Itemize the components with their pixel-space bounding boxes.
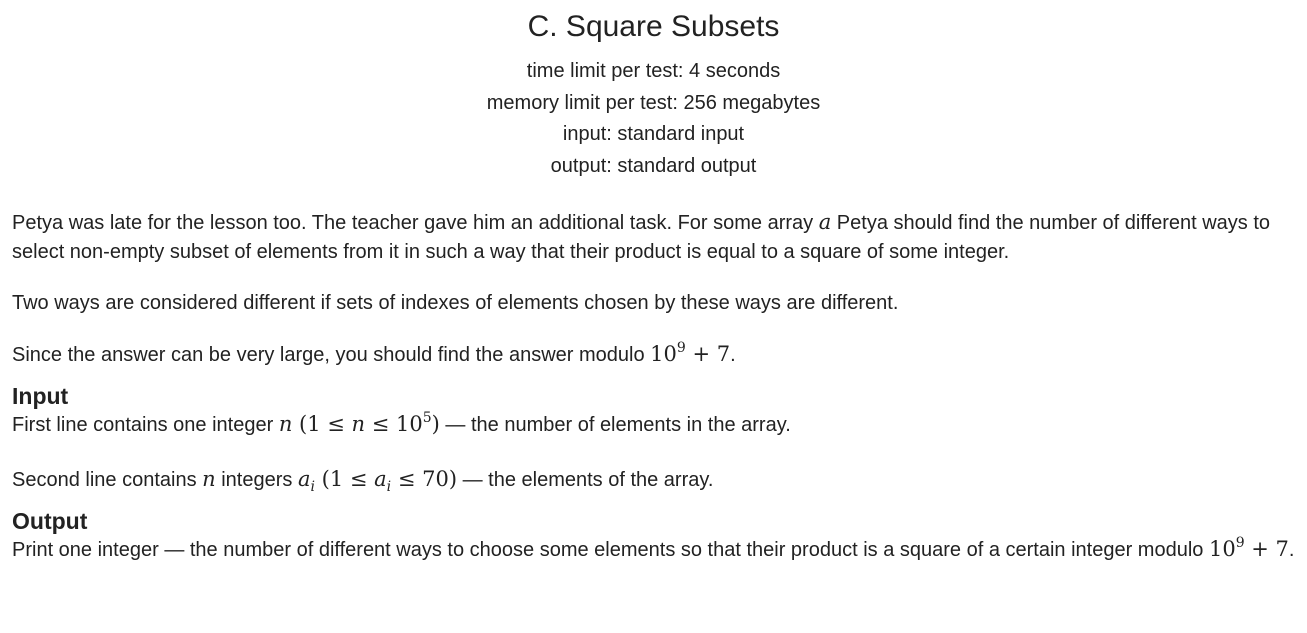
math-exponent: 5 xyxy=(422,410,432,426)
statement-paragraph xyxy=(12,340,1303,370)
math-part: (1 ≤ xyxy=(292,412,352,436)
math-subscript: i xyxy=(386,479,392,495)
input-heading: Input xyxy=(12,383,69,409)
math-modulo xyxy=(650,342,730,366)
input-type: input: standard input xyxy=(562,123,745,145)
problem-statement xyxy=(12,208,1303,565)
problem-title: C. Square Subsets xyxy=(527,10,780,43)
statement-text: . xyxy=(730,344,736,366)
input-line-2 xyxy=(12,465,1303,495)
math-element xyxy=(297,467,315,495)
statement-text: Petya was late for the lesson too. The teacher gave him an additional task. For some array xyxy=(12,212,819,234)
math-part: ≤ 10 xyxy=(365,412,423,436)
math-exponent: 9 xyxy=(1235,535,1245,551)
statement-text: Since the answer can be very large, you should find the answer modulo xyxy=(12,344,651,366)
math-constraint xyxy=(314,467,458,495)
math-subscript: i xyxy=(310,479,315,495)
math-part: ) xyxy=(431,412,440,436)
math-variable: n xyxy=(351,412,366,436)
statement-text: Petya should find the number of different ways to select non-empty subset of elements from it in such a way that their product is equal to a square of some integer. xyxy=(12,212,1271,263)
math-variable: n xyxy=(278,412,293,436)
math-variable: n xyxy=(202,467,216,491)
math-base: 10 xyxy=(650,342,677,366)
input-line-1 xyxy=(12,410,1303,440)
output-type: output: standard output xyxy=(550,154,757,177)
math-part: ≤ 70) xyxy=(391,467,458,491)
time-limit: time limit per test: 4 seconds xyxy=(526,60,781,82)
math-exponent: 9 xyxy=(676,340,686,356)
math-base: 10 xyxy=(1208,537,1236,561)
input-text: integers xyxy=(215,469,298,491)
output-text: . xyxy=(1288,539,1295,561)
input-text: First line contains one integer xyxy=(12,414,279,436)
statement-paragraph xyxy=(12,208,1303,267)
math-variable: a xyxy=(374,467,387,491)
math-tail: + 7 xyxy=(685,342,731,366)
math-tail: + 7 xyxy=(1244,537,1289,561)
statement-paragraph: Two ways are considered different if sets of indexes of elements chosen by these ways are different. xyxy=(12,292,899,314)
input-text: Second line contains xyxy=(12,469,203,491)
problem-header xyxy=(0,0,1307,182)
output-text: Print one integer — the number of different ways to choose some elements so that their product is a square of a certain integer modulo xyxy=(12,539,1209,561)
input-text: — the number of elements in the array. xyxy=(439,414,791,436)
memory-limit: memory limit per test: 256 megabytes xyxy=(486,91,821,114)
math-variable: a xyxy=(297,467,311,491)
math-modulo xyxy=(1209,537,1289,561)
math-constraint xyxy=(292,412,440,436)
input-text: — the elements of the array. xyxy=(457,469,714,491)
output-line xyxy=(12,535,1303,565)
math-variable: a xyxy=(818,210,832,234)
output-heading: Output xyxy=(12,508,88,534)
math-part: (1 ≤ xyxy=(314,467,375,491)
